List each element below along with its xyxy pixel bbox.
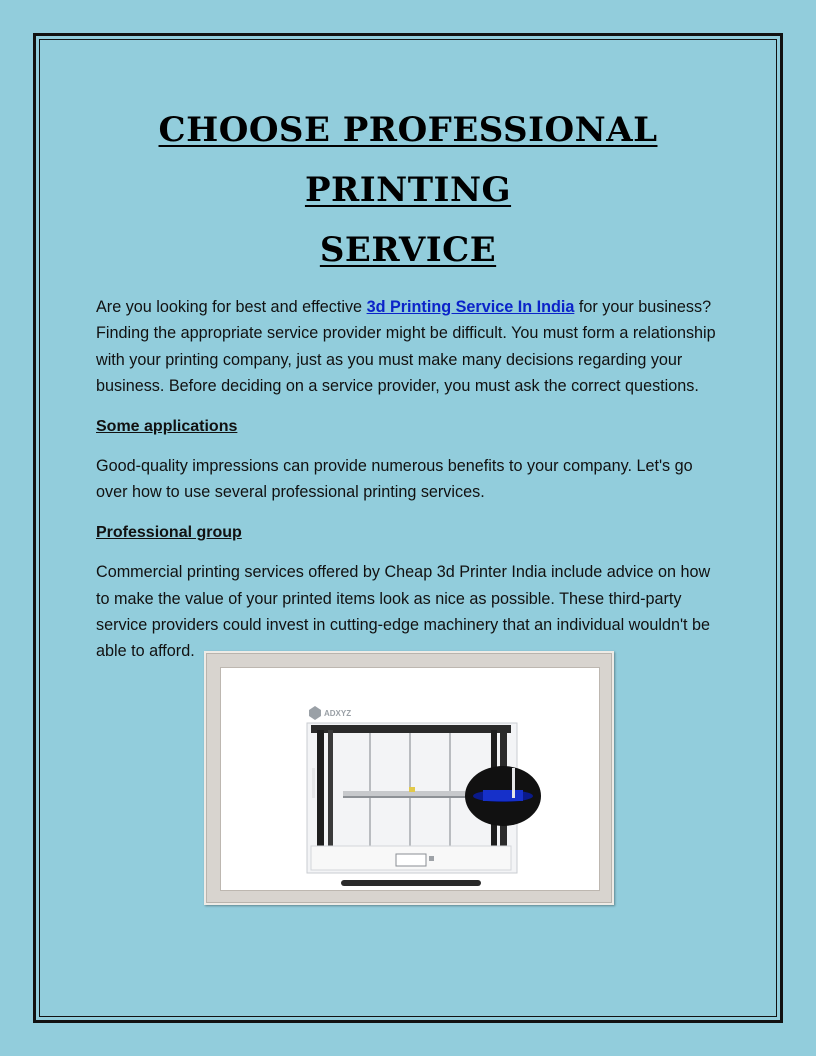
3d-printing-service-link[interactable]: 3d Printing Service In India — [366, 298, 575, 316]
3d-printer-illustration — [221, 668, 599, 890]
printer-photo — [220, 667, 600, 891]
brand-text: ADXYZ — [324, 709, 352, 718]
applications-paragraph: Good-quality impressions can provide numerous benefits to your company. Let's go over how to use several professional printing services. — [96, 457, 693, 502]
page-title — [96, 96, 720, 280]
title-line-1: CHOOSE PROFESSIONAL PRINTING — [158, 110, 658, 210]
professional-group-paragraph: Commercial printing services offered by Cheap 3d Printer India include advice on how to make the value of your printed items look as nice as possible. These third-party service providers could invest in cutting-edge machinery that an individual wouldn't be able to afford. — [96, 563, 711, 661]
section-heading-professional-group: Professional group — [96, 523, 242, 541]
intro-paragraph — [96, 294, 720, 400]
brand-logo — [309, 706, 351, 720]
document-body — [96, 96, 720, 665]
section-heading-applications: Some applications — [96, 417, 238, 435]
intro-text-start: Are you looking for best and effective — [96, 298, 367, 316]
printer-photo-frame — [204, 651, 614, 905]
title-line-2: SERVICE — [319, 230, 497, 270]
intro-text-end: for your business? Finding the appropriate service provider might be difficult. You must form a relationship with your printing company, just as you must make many decisions regarding your business. Before deciding on a service provider, you must ask the correct questions. — [96, 298, 716, 396]
